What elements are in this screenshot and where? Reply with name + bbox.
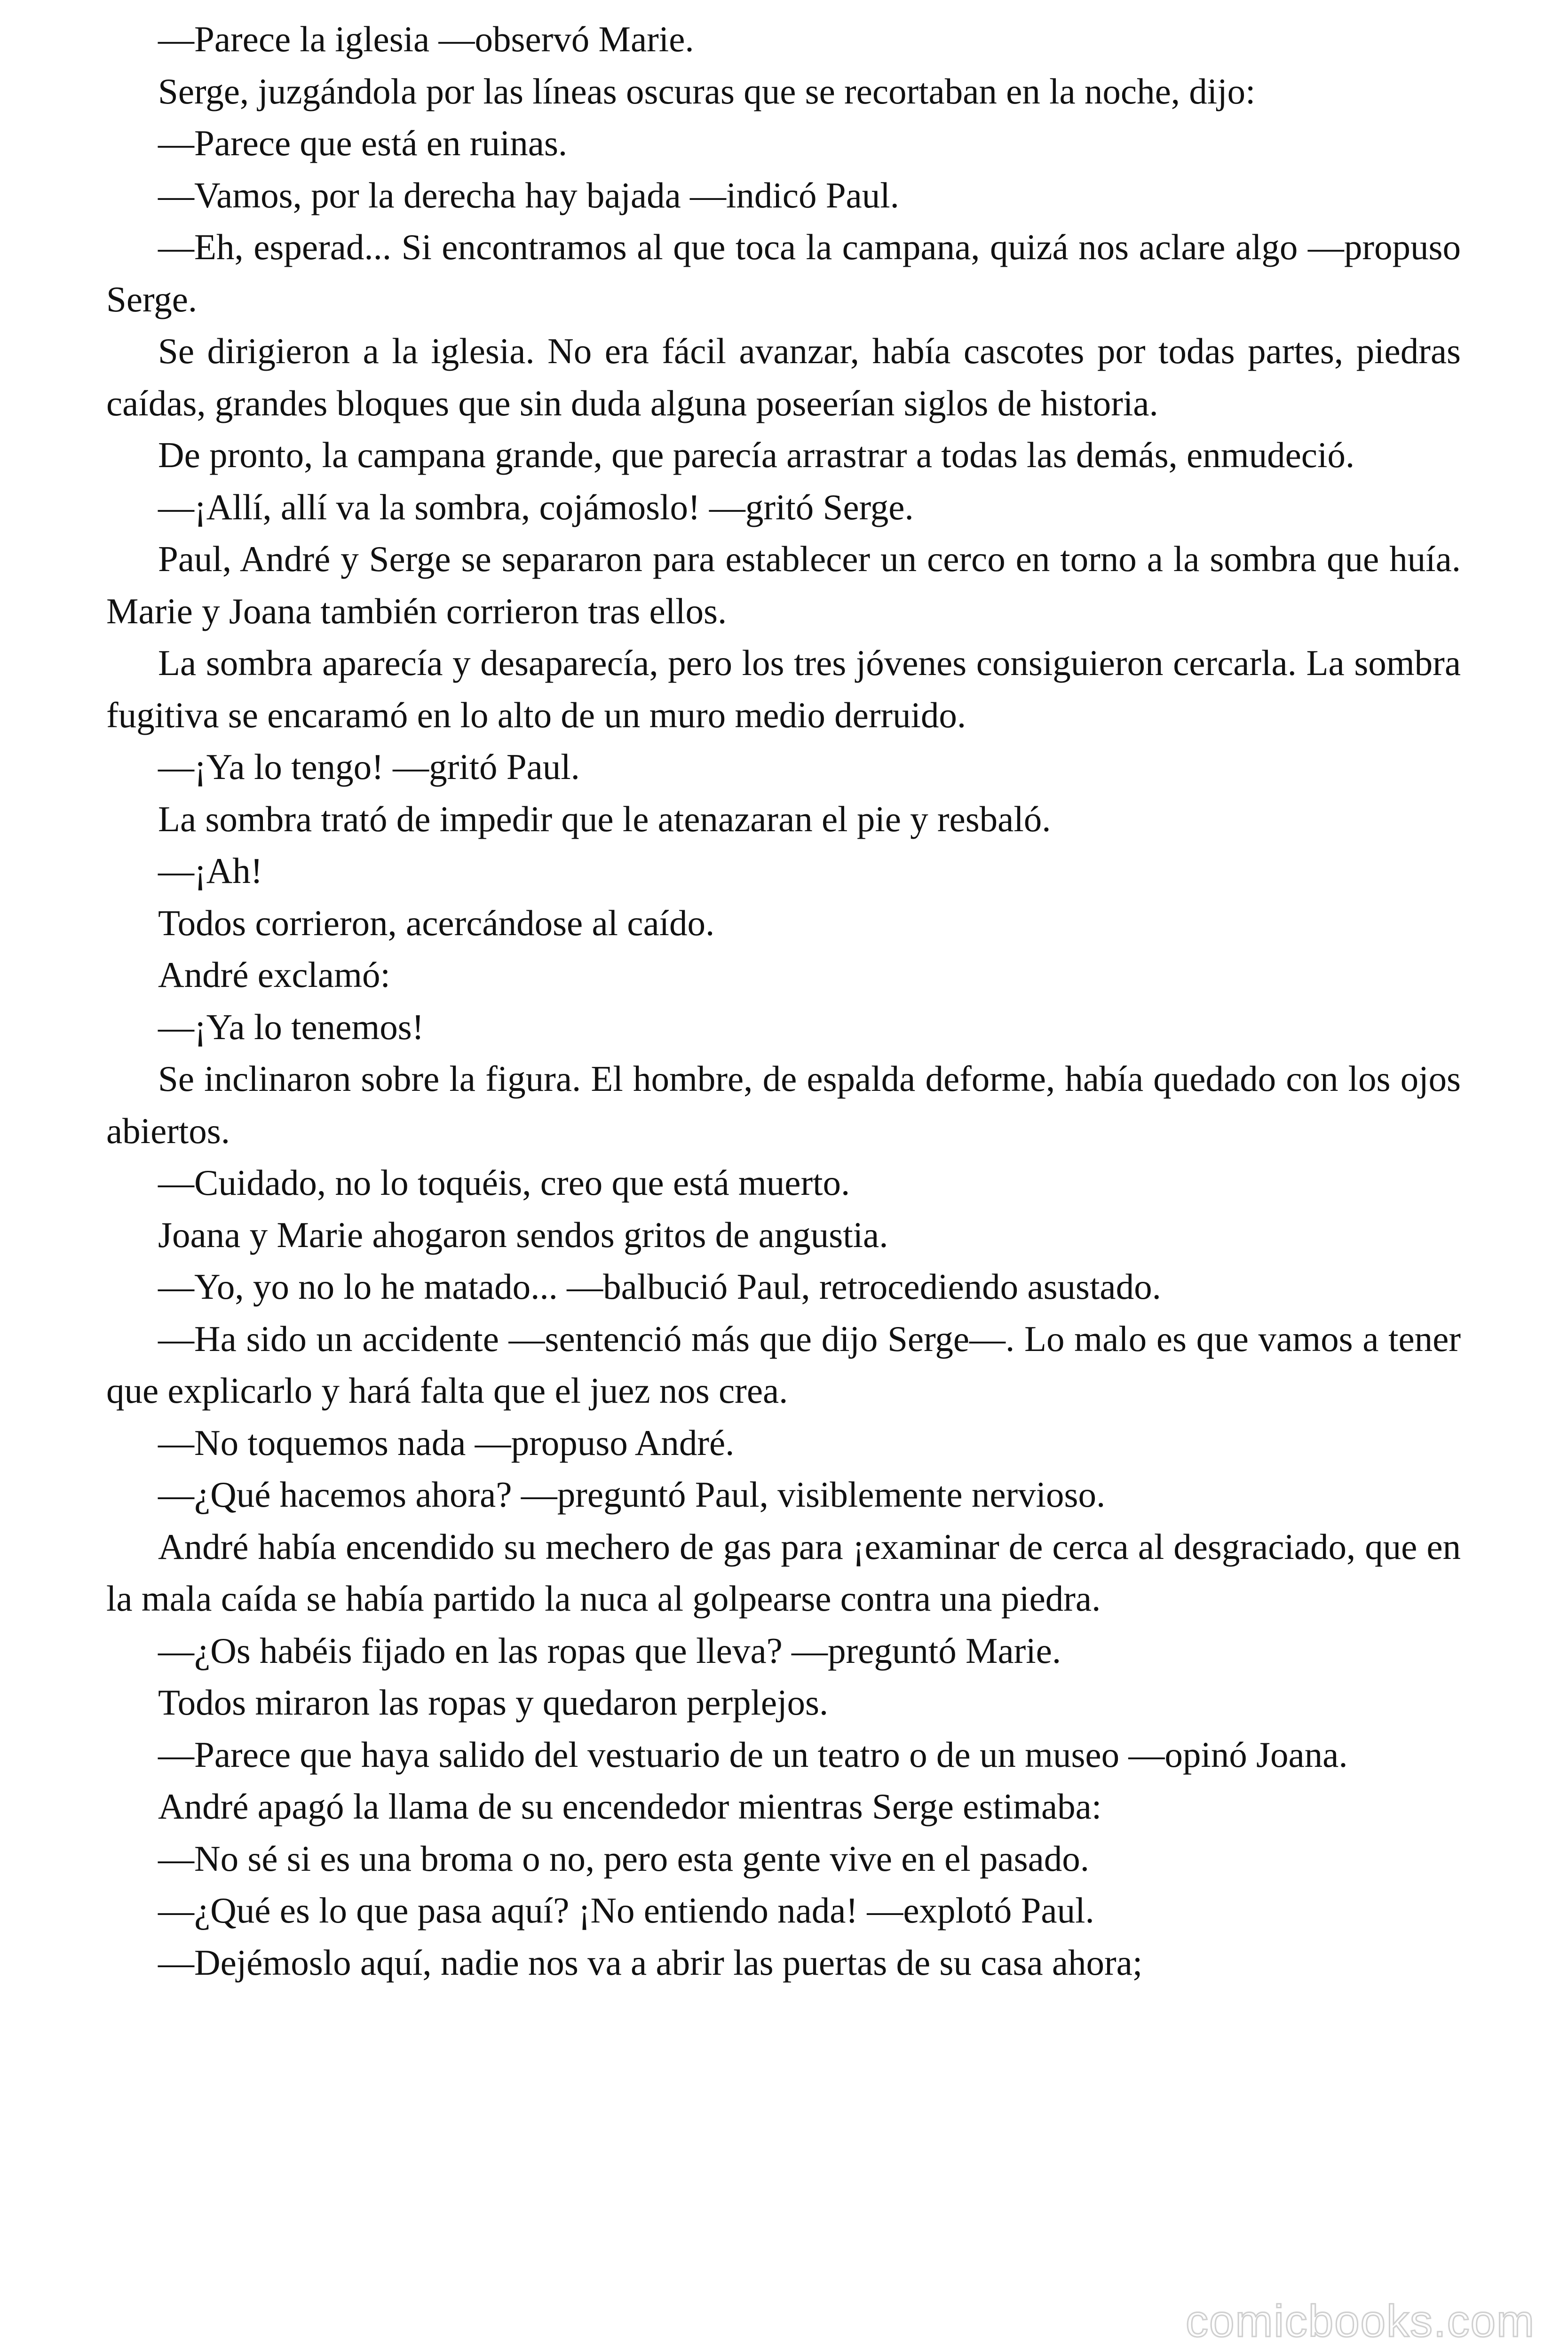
paragraph: Se dirigieron a la iglesia. No era fácil avanzar, había cascotes por todas partes, piedras caídas, grandes bloques que sin duda alguna poseerían siglos de historia. <box>106 331 1461 423</box>
paragraph: —¿Os habéis fijado en las ropas que lleva? —preguntó Marie. <box>158 1630 1061 1671</box>
paragraph: —Parece que haya salido del vestuario de un teatro o de un museo —opinó Joana. <box>158 1734 1348 1775</box>
paragraph: —Eh, esperad... Si encontramos al que toca la campana, quizá nos aclare algo —propuso Serge. <box>106 227 1461 319</box>
paragraph: —¡Ya lo tenemos! <box>158 1006 424 1047</box>
paragraph: —¡Allí, allí va la sombra, cojámoslo! —gritó Serge. <box>158 486 914 527</box>
paragraph: La sombra aparecía y desaparecía, pero los tres jóvenes consiguieron cercarla. La sombra fugitiva se encaramó en lo alto de un muro medio derruido. <box>106 643 1461 735</box>
paragraph: Todos corrieron, acercándose al caído. <box>158 902 715 943</box>
paragraph: André había encendido su mechero de gas para ¡examinar de cerca al desgraciado, que en la mala caída se había partido la nuca al golpearse contra una piedra. <box>106 1526 1461 1619</box>
paragraph: André apagó la llama de su encendedor mientras Serge estimaba: <box>158 1786 1102 1827</box>
paragraph: —Parece que está en ruinas. <box>158 123 568 163</box>
paragraph: —No toquemos nada —propuso André. <box>158 1422 735 1463</box>
paragraph: —No sé si es una broma o no, pero esta gente vive en el pasado. <box>158 1838 1090 1879</box>
paragraph: —¿Qué es lo que pasa aquí? ¡No entiendo nada! —explotó Paul. <box>158 1890 1094 1931</box>
paragraph: —Cuidado, no lo toquéis, creo que está muerto. <box>158 1162 850 1203</box>
watermark-logo: comicbooks.com <box>1186 2296 1535 2346</box>
paragraph: Todos miraron las ropas y quedaron perplejos. <box>158 1682 829 1723</box>
paragraph: —¿Qué hacemos ahora? —preguntó Paul, visiblemente nervioso. <box>158 1474 1106 1515</box>
paragraph: —¡Ah! <box>158 850 263 891</box>
paragraph: —Yo, yo no lo he matado... —balbució Paul, retrocediendo asustado. <box>158 1266 1161 1307</box>
paragraph: Serge, juzgándola por las líneas oscuras que se recortaban en la noche, dijo: <box>158 71 1256 111</box>
document-page <box>106 13 1461 1988</box>
paragraph: Joana y Marie ahogaron sendos gritos de angustia. <box>158 1214 888 1255</box>
paragraph: —Vamos, por la derecha hay bajada —indicó Paul. <box>158 175 899 215</box>
paragraph: —Ha sido un accidente —sentenció más que dijo Serge—. Lo malo es que vamos a tener que explicarlo y hará falta que el juez nos crea. <box>106 1318 1461 1411</box>
paragraph: —¡Ya lo tengo! —gritó Paul. <box>158 747 580 787</box>
paragraph: Paul, André y Serge se separaron para establecer un cerco en torno a la sombra que huía. Marie y Joana también corrieron tras ellos. <box>106 539 1461 631</box>
paragraph: La sombra trató de impedir que le atenazaran el pie y resbaló. <box>158 798 1051 839</box>
paragraph: De pronto, la campana grande, que parecía arrastrar a todas las demás, enmudeció. <box>158 435 1355 475</box>
paragraph: —Dejémoslo aquí, nadie nos va a abrir las puertas de su casa ahora; <box>158 1942 1143 1983</box>
paragraph: Se inclinaron sobre la figura. El hombre, de espalda deforme, había quedado con los ojos abiertos. <box>106 1058 1461 1151</box>
paragraph: André exclamó: <box>158 954 390 995</box>
paragraph: —Parece la iglesia —observó Marie. <box>158 19 694 59</box>
